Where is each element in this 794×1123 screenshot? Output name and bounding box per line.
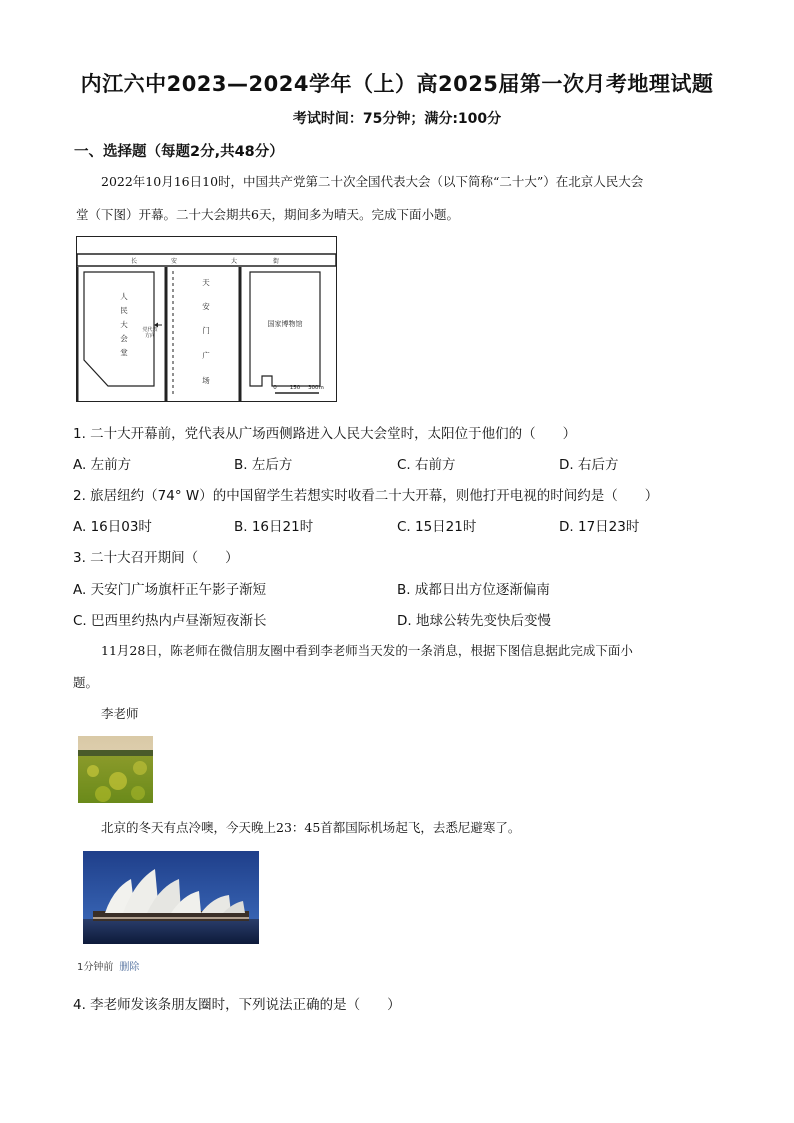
option: D. 地球公转先变快后变慢 <box>397 613 551 629</box>
option: D. 17日23时 <box>559 519 640 535</box>
page-title: 内江六中2023—2024学年（上）高2025届第一次月考地理试题 <box>80 72 714 96</box>
scale-label: 300m <box>308 385 324 391</box>
option: A. 天安门广场旗杆正午影子渐短 <box>73 582 267 598</box>
square-char: 广 <box>202 351 210 360</box>
post-time: 1分钟前 <box>77 962 114 973</box>
question-stem: 1. 二十大开幕前，党代表从广场西侧路进入人民大会堂时，太阳位于他们的（ ） <box>73 426 577 442</box>
tiananmen-map <box>76 236 337 402</box>
intro-paragraph-line: 堂（下图）开幕。二十大会期共6天，期间多为晴天。完成下面小题。 <box>76 207 459 222</box>
delete-link[interactable]: 删除 <box>119 962 140 973</box>
sydney-opera-house-photo <box>83 851 259 944</box>
hall-char: 会 <box>120 334 128 343</box>
post-text: 北京的冬天有点冷噢，今天晚上23：45首都国际机场起飞，去悉尼避寒了。 <box>101 820 521 835</box>
question-stem: 3. 二十大召开期间（ ） <box>73 550 239 566</box>
option: D. 右后方 <box>559 457 619 473</box>
option: B. 左后方 <box>234 457 293 473</box>
scale-label: 0 <box>273 385 277 391</box>
option: C. 右前方 <box>397 457 456 473</box>
post-meta <box>77 958 139 973</box>
intro-paragraph-line: 题。 <box>73 675 99 690</box>
street-char: 街 <box>272 258 280 265</box>
square-char: 场 <box>202 376 210 385</box>
section-heading: 一、选择题（每题2分,共48分） <box>74 144 284 160</box>
option: A. 16日03时 <box>73 519 152 535</box>
hall-char: 人 <box>120 292 128 301</box>
hall-char: 大 <box>120 320 128 329</box>
museum-outline <box>250 272 320 386</box>
intro-paragraph-line: 11月28日，陈老师在微信朋友圈中看到李老师当天发的一条消息，根据下图信息据此完成下面小 <box>101 643 633 658</box>
direction-label: 方向 <box>144 333 156 339</box>
street-char: 大 <box>230 258 238 265</box>
scale-label: 150 <box>289 385 301 391</box>
hall-char: 民 <box>120 306 128 315</box>
exam-info: 考试时间：75分钟；满分:100分 <box>292 111 502 127</box>
option: A. 左前方 <box>73 457 132 473</box>
question-stem: 2. 旅居纽约（74° W）的中国留学生若想实时收看二十大开幕，则他打开电视的时间约是（ ） <box>73 488 659 504</box>
square-char: 安 <box>202 302 210 311</box>
option: C. 15日21时 <box>397 519 477 535</box>
question-stem: 4. 李老师发该条朋友圈时，下列说法正确的是（ ） <box>73 997 401 1013</box>
post-author: 李老师 <box>101 706 139 721</box>
option: C. 巴西里约热内卢昼渐短夜渐长 <box>73 613 267 629</box>
hall-char: 堂 <box>120 348 128 357</box>
street-char: 长 <box>130 258 138 265</box>
square-char: 天 <box>202 278 210 287</box>
street-char: 安 <box>170 258 178 265</box>
option: B. 成都日出方位逐渐偏南 <box>397 582 550 598</box>
square-char: 门 <box>202 326 210 335</box>
option: B. 16日21时 <box>234 519 314 535</box>
museum-label: 国家博物馆 <box>267 320 303 328</box>
rapeseed-field-photo <box>78 736 153 803</box>
intro-paragraph-line: 2022年10月16日10时，中国共产党第二十次全国代表大会（以下简称“二十大”）在北京人民大会 <box>101 174 644 189</box>
direction-label: 党代表 <box>142 327 158 333</box>
